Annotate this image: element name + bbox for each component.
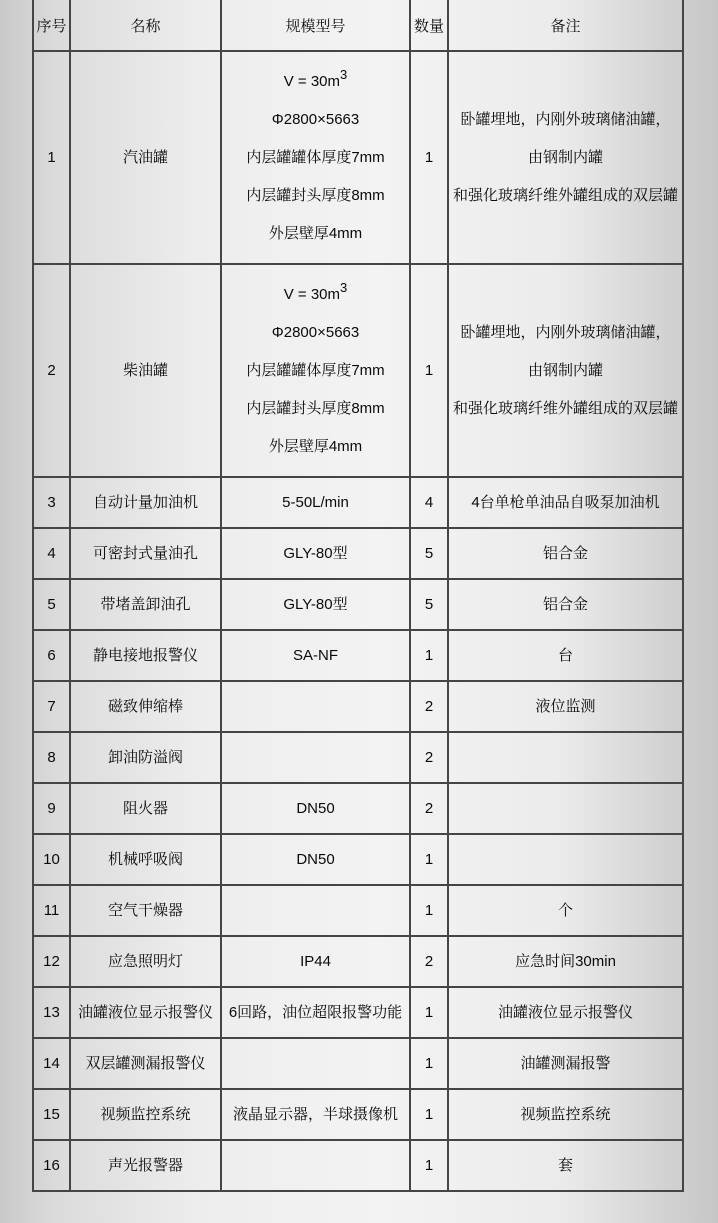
cell-quantity: 2 xyxy=(410,936,448,987)
column-header-remarks: 备注 xyxy=(448,0,683,51)
cell-serial: 14 xyxy=(33,1038,70,1089)
cell-spec: DN50 xyxy=(221,783,410,834)
table-row xyxy=(33,264,683,477)
cell-quantity: 1 xyxy=(410,264,448,477)
equipment-table xyxy=(32,0,684,1192)
cell-spec: 液晶显示器，半球摄像机 xyxy=(221,1089,410,1140)
cell-name: 双层罐测漏报警仪 xyxy=(70,1038,221,1089)
cell-serial: 13 xyxy=(33,987,70,1038)
cell-serial: 5 xyxy=(33,579,70,630)
cell-remark: 个 xyxy=(448,885,683,936)
cell-spec: DN50 xyxy=(221,834,410,885)
cell-quantity: 1 xyxy=(410,630,448,681)
cell-remark: 液位监测 xyxy=(448,681,683,732)
cell-serial: 16 xyxy=(33,1140,70,1191)
cell-remark: 台 xyxy=(448,630,683,681)
table-row xyxy=(33,1140,683,1191)
table-row xyxy=(33,936,683,987)
cell-quantity: 5 xyxy=(410,528,448,579)
cell-spec xyxy=(221,885,410,936)
cell-serial: 1 xyxy=(33,51,70,264)
cell-spec xyxy=(221,681,410,732)
cell-remark: 4台单枪单油品自吸泵加油机 xyxy=(448,477,683,528)
table-row xyxy=(33,732,683,783)
table-row xyxy=(33,1038,683,1089)
cell-quantity: 2 xyxy=(410,783,448,834)
cell-quantity: 1 xyxy=(410,987,448,1038)
cell-quantity: 1 xyxy=(410,885,448,936)
cell-name: 声光报警器 xyxy=(70,1140,221,1191)
cell-quantity: 2 xyxy=(410,681,448,732)
cell-name: 机械呼吸阀 xyxy=(70,834,221,885)
cell-remark: 卧罐埋地，内刚外玻璃储油罐， 由钢制内罐 和强化玻璃纤维外罐组成的双层罐 xyxy=(448,51,683,264)
cell-name: 汽油罐 xyxy=(70,51,221,264)
cell-name: 油罐液位显示报警仪 xyxy=(70,987,221,1038)
cell-serial: 11 xyxy=(33,885,70,936)
cell-spec xyxy=(221,732,410,783)
cell-quantity: 1 xyxy=(410,834,448,885)
cell-serial: 7 xyxy=(33,681,70,732)
cell-spec: $V = 30m^3$ Φ2800×5663 内层罐罐体厚度7mm 内层罐封头厚度8mm 外层壁厚4mm xyxy=(221,264,410,477)
cell-quantity: 1 xyxy=(410,1089,448,1140)
table-row xyxy=(33,987,683,1038)
cell-serial: 12 xyxy=(33,936,70,987)
cell-name: 空气干燥器 xyxy=(70,885,221,936)
cell-name: 静电接地报警仪 xyxy=(70,630,221,681)
cell-serial: 4 xyxy=(33,528,70,579)
cell-name: 磁致伸缩棒 xyxy=(70,681,221,732)
column-header-name: 名称 xyxy=(70,0,221,51)
table-row xyxy=(33,630,683,681)
table-row xyxy=(33,477,683,528)
cell-remark xyxy=(448,732,683,783)
cell-spec: GLY-80型 xyxy=(221,528,410,579)
column-header-serial: 序号 xyxy=(33,0,70,51)
cell-name: 视频监控系统 xyxy=(70,1089,221,1140)
cell-remark: 卧罐埋地，内刚外玻璃储油罐， 由钢制内罐 和强化玻璃纤维外罐组成的双层罐 xyxy=(448,264,683,477)
cell-remark: 铝合金 xyxy=(448,579,683,630)
cell-name: 可密封式量油孔 xyxy=(70,528,221,579)
cell-name: 带堵盖卸油孔 xyxy=(70,579,221,630)
table-row xyxy=(33,783,683,834)
table-row xyxy=(33,51,683,264)
cell-remark: 视频监控系统 xyxy=(448,1089,683,1140)
cell-serial: 9 xyxy=(33,783,70,834)
cell-serial: 2 xyxy=(33,264,70,477)
cell-name: 卸油防溢阀 xyxy=(70,732,221,783)
cell-quantity: 5 xyxy=(410,579,448,630)
table-row xyxy=(33,528,683,579)
cell-spec: SA-NF xyxy=(221,630,410,681)
cell-serial: 3 xyxy=(33,477,70,528)
cell-quantity: 2 xyxy=(410,732,448,783)
table-row xyxy=(33,885,683,936)
cell-name: 柴油罐 xyxy=(70,264,221,477)
cell-spec: IP44 xyxy=(221,936,410,987)
cell-remark xyxy=(448,783,683,834)
cell-remark: 应急时间30min xyxy=(448,936,683,987)
cell-serial: 6 xyxy=(33,630,70,681)
cell-quantity: 1 xyxy=(410,51,448,264)
cell-spec xyxy=(221,1038,410,1089)
table-body xyxy=(33,51,683,1191)
header-row xyxy=(33,0,683,51)
column-header-quantity: 数量 xyxy=(410,0,448,51)
cell-remark: 油罐液位显示报警仪 xyxy=(448,987,683,1038)
cell-name: 自动计量加油机 xyxy=(70,477,221,528)
cell-remark: 铝合金 xyxy=(448,528,683,579)
cell-remark: 套 xyxy=(448,1140,683,1191)
cell-quantity: 1 xyxy=(410,1140,448,1191)
cell-name: 阻火器 xyxy=(70,783,221,834)
cell-name: 应急照明灯 xyxy=(70,936,221,987)
cell-remark xyxy=(448,834,683,885)
cell-spec xyxy=(221,1140,410,1191)
cell-serial: 15 xyxy=(33,1089,70,1140)
table-row xyxy=(33,579,683,630)
cell-spec: 5-50L/min xyxy=(221,477,410,528)
cell-spec: 6回路，油位超限报警功能 xyxy=(221,987,410,1038)
table-row xyxy=(33,834,683,885)
cell-serial: 10 xyxy=(33,834,70,885)
table-row xyxy=(33,681,683,732)
cell-spec: GLY-80型 xyxy=(221,579,410,630)
cell-quantity: 4 xyxy=(410,477,448,528)
column-header-spec-model: 规模型号 xyxy=(221,0,410,51)
table-row xyxy=(33,1089,683,1140)
cell-spec: $V = 30m^3$ Φ2800×5663 内层罐罐体厚度7mm 内层罐封头厚度8mm 外层壁厚4mm xyxy=(221,51,410,264)
cell-serial: 8 xyxy=(33,732,70,783)
cell-remark: 油罐测漏报警 xyxy=(448,1038,683,1089)
cell-quantity: 1 xyxy=(410,1038,448,1089)
